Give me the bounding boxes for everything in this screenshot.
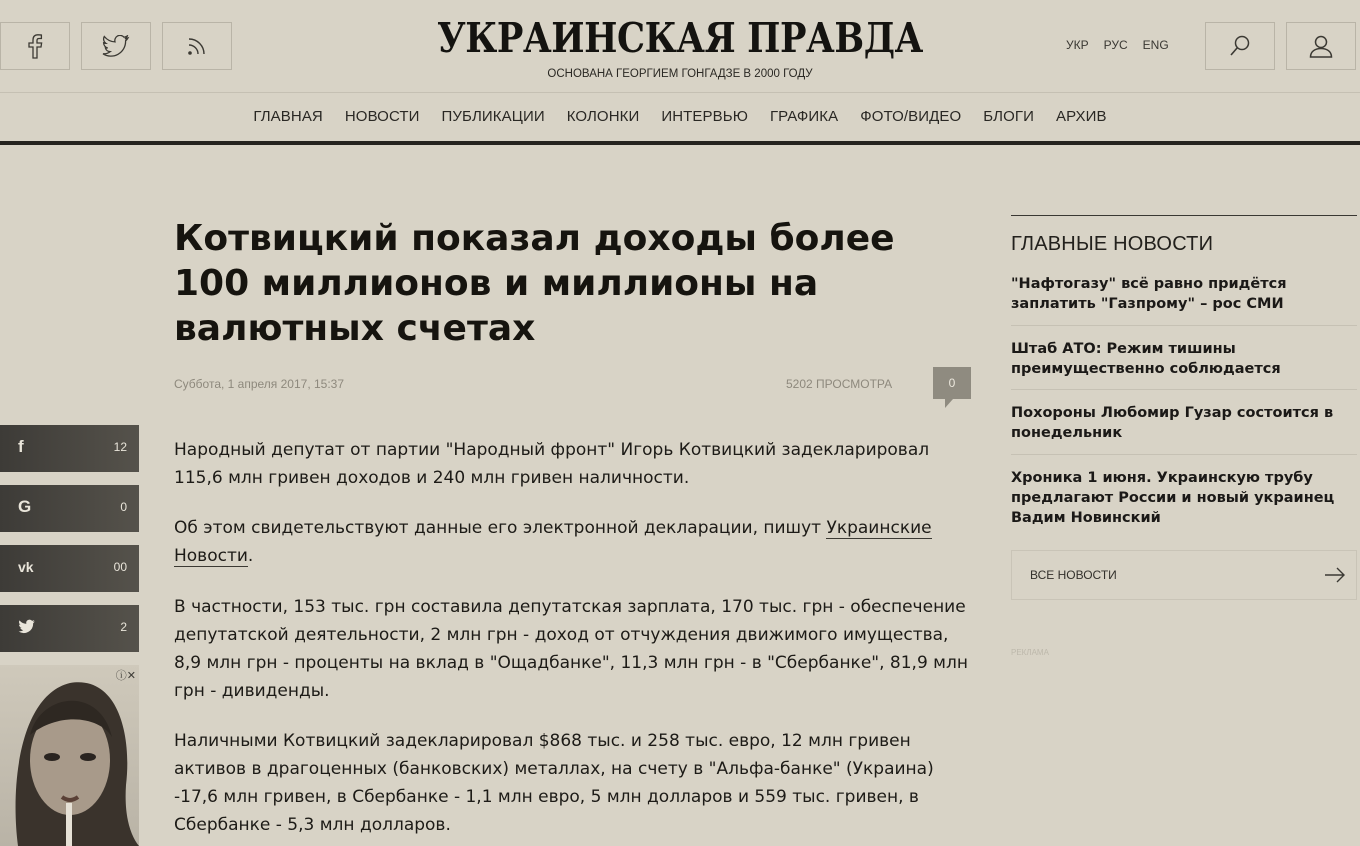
lang-eng[interactable]: ENG	[1142, 38, 1169, 52]
source-link[interactable]: Украинские Новости	[174, 518, 932, 566]
sidebar-separator	[1011, 454, 1357, 455]
nav-divider	[0, 141, 1360, 145]
article-title: Котвицкий показал доходы более 100 миллионов и миллионы на валютных счетах	[174, 218, 895, 349]
twitter-icon	[18, 619, 36, 639]
share-count: 0	[120, 500, 127, 514]
site-tagline: ОСНОВАНА ГЕОРГИЕМ ГОНГАДЗЕ В 2000 ГОДУ	[547, 68, 813, 80]
lang-rus[interactable]: РУС	[1103, 38, 1128, 52]
article-paragraph: Наличными Котвицкий задекларировал $868 тыс. и 258 тыс. евро, 12 млн гривен активов в драгоценных (банковских) металлах, на счету в "Альфа-банке" (Украина) -17,6 млн гривен, в Сбербанке - 1,1 млн евро, 5 млн долларов и 559 тыс. гривен, в Сбербанке - 5,3 млн долларов.	[174, 731, 934, 835]
ad-banner[interactable]	[0, 665, 139, 846]
article-views: 5202 ПРОСМОТРА	[786, 377, 893, 391]
sidebar-heading: ГЛАВНЫЕ НОВОСТИ	[1011, 233, 1214, 255]
sidebar-news-item[interactable]: Хроника 1 июня. Украинскую трубу предлагают России и новый украинец Вадим Новинский	[1011, 470, 1335, 526]
sidebar-news-item[interactable]: Похороны Любомир Гузар состоится в понедельник	[1011, 405, 1334, 441]
ad-label: РЕКЛАМА	[1011, 648, 1049, 657]
lang-ukr[interactable]: УКР	[1066, 38, 1089, 52]
nav-item-main[interactable]: ГЛАВНАЯ	[253, 108, 323, 125]
ad-image	[0, 665, 139, 846]
share-twitter-button[interactable]	[0, 605, 139, 652]
vk-icon: vk	[18, 559, 34, 575]
comments-count-badge[interactable]: 0	[933, 367, 971, 399]
header-divider	[0, 92, 1360, 93]
google-icon: G	[18, 497, 32, 516]
article-paragraph: В частности, 153 тыс. грн составила депутатская зарплата, 170 тыс. грн - обеспечение депутатской деятельности, 2 млн грн - доход от отчуждения движимого имущества, 8,9 млн грн - проценты на вклад в "Ощадбанке", 11,3 млн грн - в "Сбербанке", 81,9 млн грн - дивиденды.	[174, 597, 968, 701]
ad-close-controls[interactable]: ⓘ✕	[115, 669, 136, 682]
sidebar-news-item[interactable]: "Нафтогазу" всё равно придётся заплатить "Газпрому" – рос СМИ	[1011, 276, 1287, 312]
share-vk-button[interactable]	[0, 545, 139, 592]
all-news-label: ВСЕ НОВОСТИ	[1030, 568, 1117, 582]
site-header	[0, 0, 1360, 92]
sidebar-separator	[1011, 389, 1357, 390]
main-nav	[0, 108, 1360, 125]
facebook-icon[interactable]	[0, 22, 70, 70]
article-date: Суббота, 1 апреля 2017, 15:37	[174, 377, 345, 391]
language-switcher	[1066, 38, 1169, 52]
share-count: 00	[113, 560, 127, 574]
user-icon[interactable]	[1286, 22, 1356, 70]
arrow-right-icon	[1324, 567, 1346, 583]
share-count: 12	[113, 440, 127, 454]
sidebar-top-rule	[1011, 215, 1357, 216]
nav-item-news[interactable]: НОВОСТИ	[344, 108, 420, 125]
nav-item-blogs[interactable]: БЛОГИ	[983, 108, 1034, 125]
sidebar-separator	[1011, 325, 1357, 326]
nav-item-photo-video[interactable]: ФОТО/ВИДЕО	[860, 108, 962, 125]
search-icon[interactable]	[1205, 22, 1275, 70]
site-logo[interactable]: УКРАИНСКАЯ ПРАВДА	[437, 14, 923, 62]
share-facebook-button[interactable]	[0, 425, 139, 472]
nav-item-graphics[interactable]: ГРАФИКА	[769, 108, 839, 125]
share-count: 2	[120, 620, 127, 634]
article-paragraph: Об этом свидетельствуют данные его электронной декларации, пишут Украинские Новости.	[174, 518, 932, 566]
share-google-button[interactable]	[0, 485, 139, 532]
nav-item-publications[interactable]: ПУБЛИКАЦИИ	[441, 108, 545, 125]
all-news-button[interactable]	[1011, 550, 1357, 600]
sidebar-news-item[interactable]: Штаб АТО: Режим тишины преимущественно соблюдается	[1011, 341, 1281, 377]
nav-item-archive[interactable]: АРХИВ	[1056, 108, 1107, 125]
nav-item-columns[interactable]: КОЛОНКИ	[566, 108, 640, 125]
article-paragraph: Народный депутат от партии "Народный фронт" Игорь Котвицкий задекларировал 115,6 млн гривен доходов и 240 млн гривен наличности.	[174, 440, 930, 488]
nav-item-interviews[interactable]: ИНТЕРВЬЮ	[661, 108, 748, 125]
facebook-icon: f	[18, 437, 24, 456]
